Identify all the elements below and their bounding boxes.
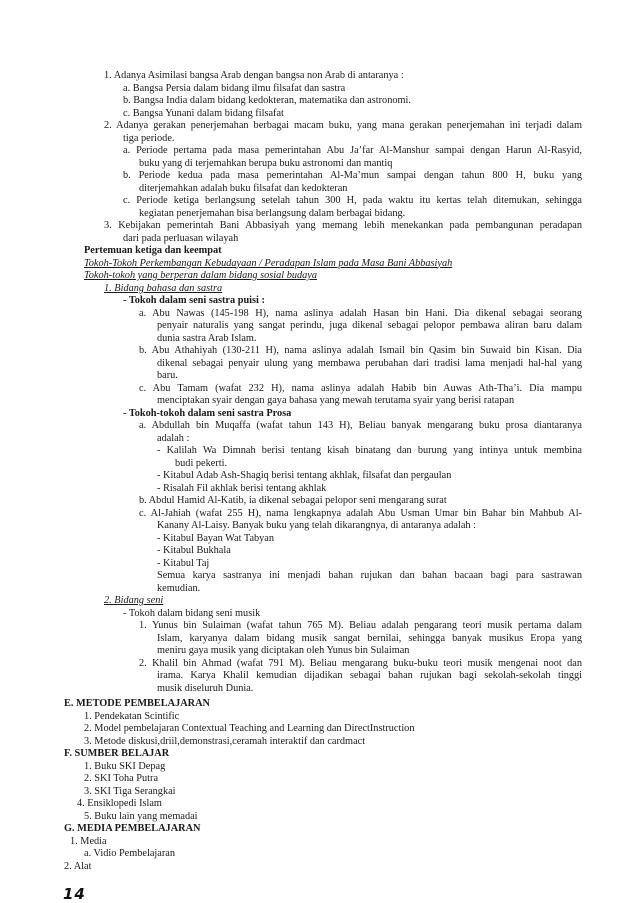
list-item: a. Abu Nawas (145-198 H), nama aslinya adalah Hasan bin Hani. Dia dikenal sebagai seorang <box>139 307 582 319</box>
page-number: 14 <box>63 885 86 903</box>
paragraph-continuation: kemudian. <box>157 582 201 594</box>
list-item: 2. Alat <box>64 860 92 872</box>
list-item: b. Abdul Hamid Al-Katib, ia dikenal sebagai pelopor seni mengarang surat <box>139 495 447 506</box>
list-item: - Kitabul Taj <box>157 557 210 569</box>
list-item: 2. Khalil bin Ahmad (wafat 791 M). Beliau mengarang buku-buku teori musik mengenai noot dan <box>139 657 582 669</box>
list-item-continuation: adalah : <box>157 432 190 444</box>
section-heading-g: G. MEDIA PEMBELAJARAN <box>64 823 201 834</box>
list-item: a. Abdullah bin Muqaffa (wafat tahun 143 H), Beliau banyak mengarang buku prosa diantaranya <box>139 420 582 431</box>
list-item: 1. Adanya Asimilasi bangsa Arab dengan bangsa non Arab di antaranya : <box>104 70 404 81</box>
topic-heading: 2. Bidang seni <box>104 595 164 606</box>
list-item: - Kitabul Adab Ash-Shagiq berisi tentang akhlak, filsafat dan pergaulan <box>157 470 452 481</box>
list-item-continuation: meniru gaya musik yang diciptakan oleh Yunus bin Sulaiman <box>157 645 410 656</box>
list-item-continuation: menciptakan syair dengan gaya bahasa yang mewah terutama syair yang berisi ratapan <box>157 395 515 406</box>
list-item: 3. Kebijakan pemerintah Bani Abbasiyah yang memang lebih menekankan pada pembangunan peradapan <box>104 220 582 231</box>
list-item-continuation: Islam, karyanya dalam bidang musik sangat bernilai, sehingga banyak musikus Eropa yang <box>157 632 582 644</box>
list-item-continuation: dikenal sebagai penyair ulung yang membawa perubahan dari tradisi lama menjadi hal-hal yang <box>157 357 582 369</box>
list-item-continuation: diterjemahkan adalah buku filsafat dan kedokteran <box>139 182 348 194</box>
list-item-continuation: irama. Karya Khalil kemudian dijadikan sebagai bahan rujukan bagi sekolah-sekolah tinggi <box>157 670 582 681</box>
list-item: 3. SKI Tiga Serangkai <box>84 785 176 797</box>
list-item: 2. Model pembelajaran Contextual Teaching and Learning dan DirectInstruction <box>84 723 415 734</box>
list-item: a. Vidio Pembelajaran <box>84 848 175 859</box>
list-item-continuation: tiga periode. <box>123 132 175 144</box>
topic-subheading: - Tokoh dalam bidang seni musik <box>123 607 261 619</box>
paragraph: Semua karya sastranya ini menjadi bahan rujukan dan bahan bacaan bagi para sastrawan <box>157 570 582 581</box>
section-heading-f: F. SUMBER BELAJAR <box>64 748 170 759</box>
list-item: - Kitabul Bayan Wat Tabyan <box>157 532 275 544</box>
list-item: 1. Pendekatan Scintific <box>84 710 180 722</box>
list-item: 1. Media <box>70 835 107 847</box>
section-heading-e: E. METODE PEMBELAJARAN <box>64 698 210 709</box>
subsection-title: Tokoh-Tokoh Perkembangan Kebudayaan / Peradapan Islam pada Masa Bani Abbasiyah <box>84 257 453 269</box>
list-item-continuation: penyair naturalis yang sangat perindu, juga dikenal sebagai pelopor pembawa aliran baru dalam <box>157 320 582 331</box>
list-item-continuation: kegiatan penerjemahan bisa berlangsung dalam berbagai bidang. <box>139 207 406 219</box>
list-item: c. Periode ketiga berlangsung setelah tahun 300 H, pada waktu itu kertas telah ditemukan, sehingga <box>123 195 582 206</box>
list-item: 1. Buku SKI Depag <box>84 760 166 772</box>
list-item: 4. Ensiklopedi Islam <box>77 798 162 809</box>
list-item-continuation: Kanany Al-Laisy. Banyak buku yang telah dikarangnya, di antaranya adalah : <box>157 520 476 531</box>
topic-subheading: - Tokoh-tokoh dalam seni sastra Prosa <box>123 407 292 419</box>
list-item-continuation: baru. <box>157 370 178 381</box>
list-item: b. Abu Athahiyah (130-211 H), nama aslinya adalah Ismail bin Qasim bin Suwaid bin Kisan. Dia <box>139 345 582 356</box>
subsection-subtitle: Tokoh-tokoh yang berperan dalam bidang sosial budaya <box>84 270 318 281</box>
list-item: - Kalilah Wa Dimnah berisi tentang kisah binatang dan burung yang intinya untuk membina <box>157 445 582 456</box>
list-item: a. Periode pertama pada masa pemerintahan Abu Ja’far Al-Manshur sampai dengan Harun Al-Rasyid, <box>123 145 582 156</box>
list-item: 1. Yunus bin Sulaiman (wafat tahun 765 M). Beliau adalah pengarang teori musik pertama dalam <box>139 620 582 631</box>
list-item-continuation: dunia sastra Arab Islam. <box>157 332 257 344</box>
section-heading: Pertemuan ketiga dan keempat <box>84 245 222 256</box>
list-item: 3. Metode diskusi,driil,demonstrasi,ceramah interaktif dan cardmact <box>84 735 366 747</box>
list-item-continuation: dari pada perluasan wilayah <box>123 232 239 244</box>
list-item: b. Bangsa India dalam bidang kedokteran, matematika dan astronomi. <box>123 95 411 106</box>
list-item: 2. SKI Toha Putra <box>84 773 159 784</box>
list-item: - Risalah Fil akhlak berisi tentang akhlak <box>157 482 327 494</box>
list-item: c. Al-Jahiah (wafat 255 H), nama lengkapnya adalah Abu Usman Umar bin Bahar bin Mahbub Al- <box>139 507 582 519</box>
topic-heading: 1. Bidang bahasa dan sastra <box>104 282 223 294</box>
list-item: a. Bangsa Persia dalam bidang ilmu filsafat dan sastra <box>123 82 346 94</box>
list-item: 2. Adanya gerakan penerjemahan berbagai macam buku, yang mana gerakan penerjemahan ini terjadi dalam <box>104 120 582 131</box>
list-item: c. Abu Tamam (wafat 232 H), nama aslinya adalah Habib bin Auwas Ath-Tha’i. Dia mampu <box>139 382 582 394</box>
list-item: c. Bangsa Yunani dalam bidang filsafat <box>123 107 284 119</box>
list-item-continuation: budi pekerti. <box>175 457 228 469</box>
list-item: 5. Buku lain yang memadai <box>84 810 198 822</box>
topic-subheading: - Tokoh dalam seni sastra puisi : <box>123 295 265 306</box>
list-item-continuation: musik diseluruh Dunia. <box>157 682 254 694</box>
list-item-continuation: buku yang di terjemahkan berupa buku astronomi dan mantiq <box>139 157 393 169</box>
list-item: - Kitabul Bukhala <box>157 545 231 556</box>
list-item: b. Periode kedua pada masa pemerintahan Al-Ma’mun sampai dengan tahun 800 H, buku yang <box>123 170 582 181</box>
